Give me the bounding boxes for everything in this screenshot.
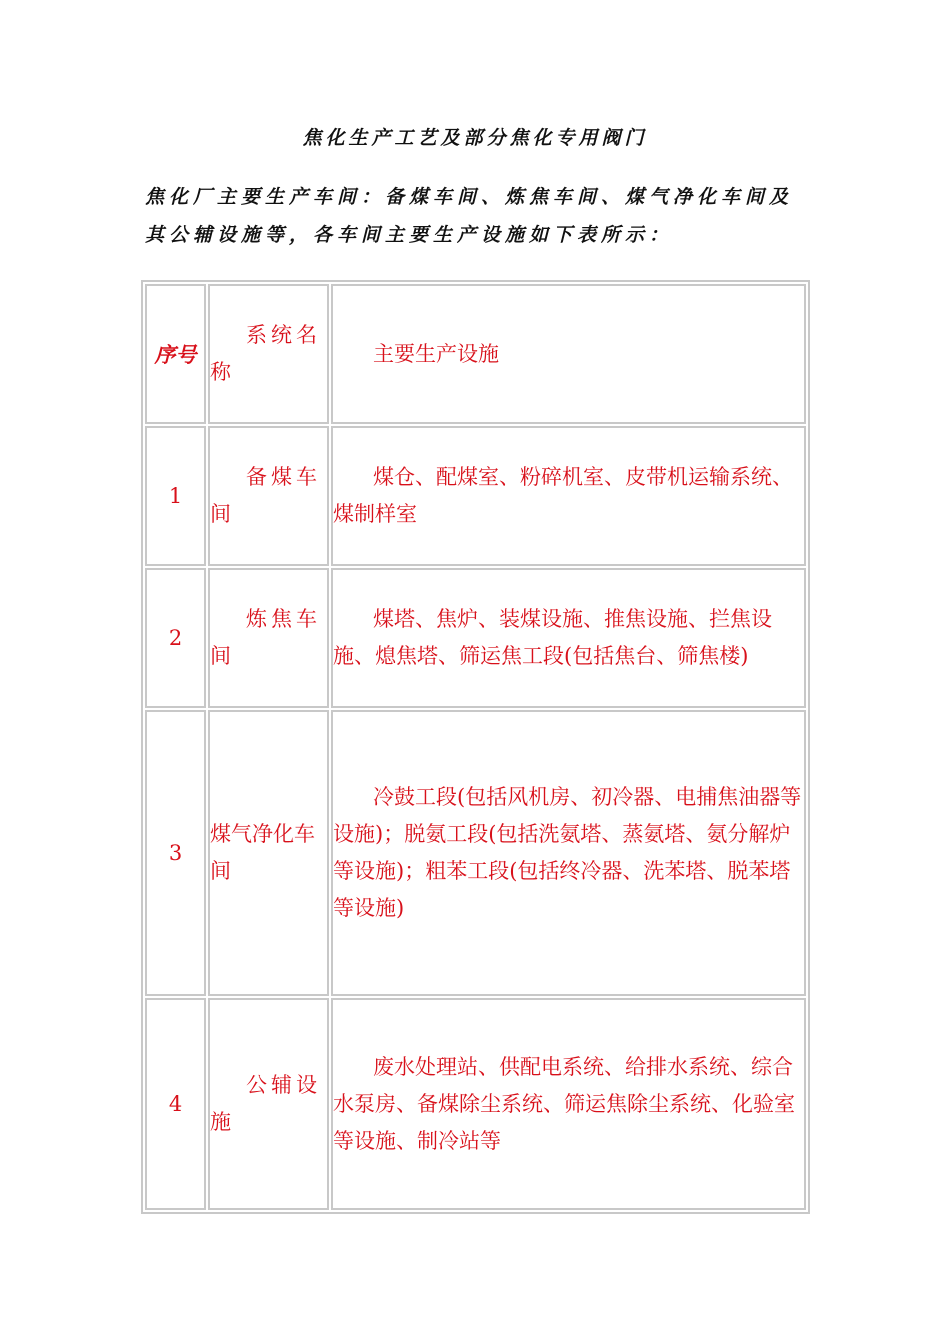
table-row [145, 568, 806, 708]
header-no: 序号 [145, 284, 206, 424]
table-row [145, 710, 806, 996]
row-system-cell [208, 710, 329, 996]
row-facilities: 废水处理站、供配电系统、给排水系统、综合水泵房、备煤除尘系统、筛运焦除尘系统、化验室等设施、制冷站等 [333, 1054, 795, 1153]
row-facilities-cell [331, 998, 806, 1210]
row-system: 备煤车间 [210, 465, 321, 526]
row-facilities: 煤仓、配煤室、粉碎机室、皮带机运输系统、煤制样室 [333, 465, 793, 526]
row-facilities-cell [331, 710, 806, 996]
table-row [145, 998, 806, 1210]
row-no: 3 [145, 710, 206, 996]
row-system-cell [208, 568, 329, 708]
row-system: 煤气净化车间 [210, 822, 315, 883]
header-facilities-cell [331, 284, 806, 424]
row-no: 1 [145, 426, 206, 566]
intro-paragraph: 焦化厂主要生产车间：备煤车间、炼焦车间、煤气净化车间及其公辅设施等，各车间主要生产设施如下表所示： [145, 186, 794, 246]
table-header-row [145, 284, 806, 424]
header-system: 系统名称 [210, 323, 321, 384]
row-facilities-cell [331, 426, 806, 566]
row-system: 炼焦车间 [210, 607, 321, 668]
table-row [145, 426, 806, 566]
row-facilities-cell [331, 568, 806, 708]
document-title: 焦化生产工艺及部分焦化专用阀门 [302, 127, 648, 149]
row-system-cell [208, 998, 329, 1210]
row-system-cell [208, 426, 329, 566]
row-facilities: 冷鼓工段(包括风机房、初冷器、电捕焦油器等设施)；脱氨工段(包括洗氨塔、蒸氨塔、氨分解炉等设施)；粗苯工段(包括终冷器、洗苯塔、脱苯塔等设施) [333, 785, 802, 920]
row-no: 4 [145, 998, 206, 1210]
facilities-table [141, 280, 810, 1214]
row-facilities: 煤塔、焦炉、装煤设施、推焦设施、拦焦设施、熄焦塔、筛运焦工段(包括焦台、筛焦楼) [333, 607, 772, 668]
row-system: 公辅设施 [210, 1073, 321, 1134]
header-facilities: 主要生产设施 [373, 341, 499, 366]
header-system-cell [208, 284, 329, 424]
row-no: 2 [145, 568, 206, 708]
